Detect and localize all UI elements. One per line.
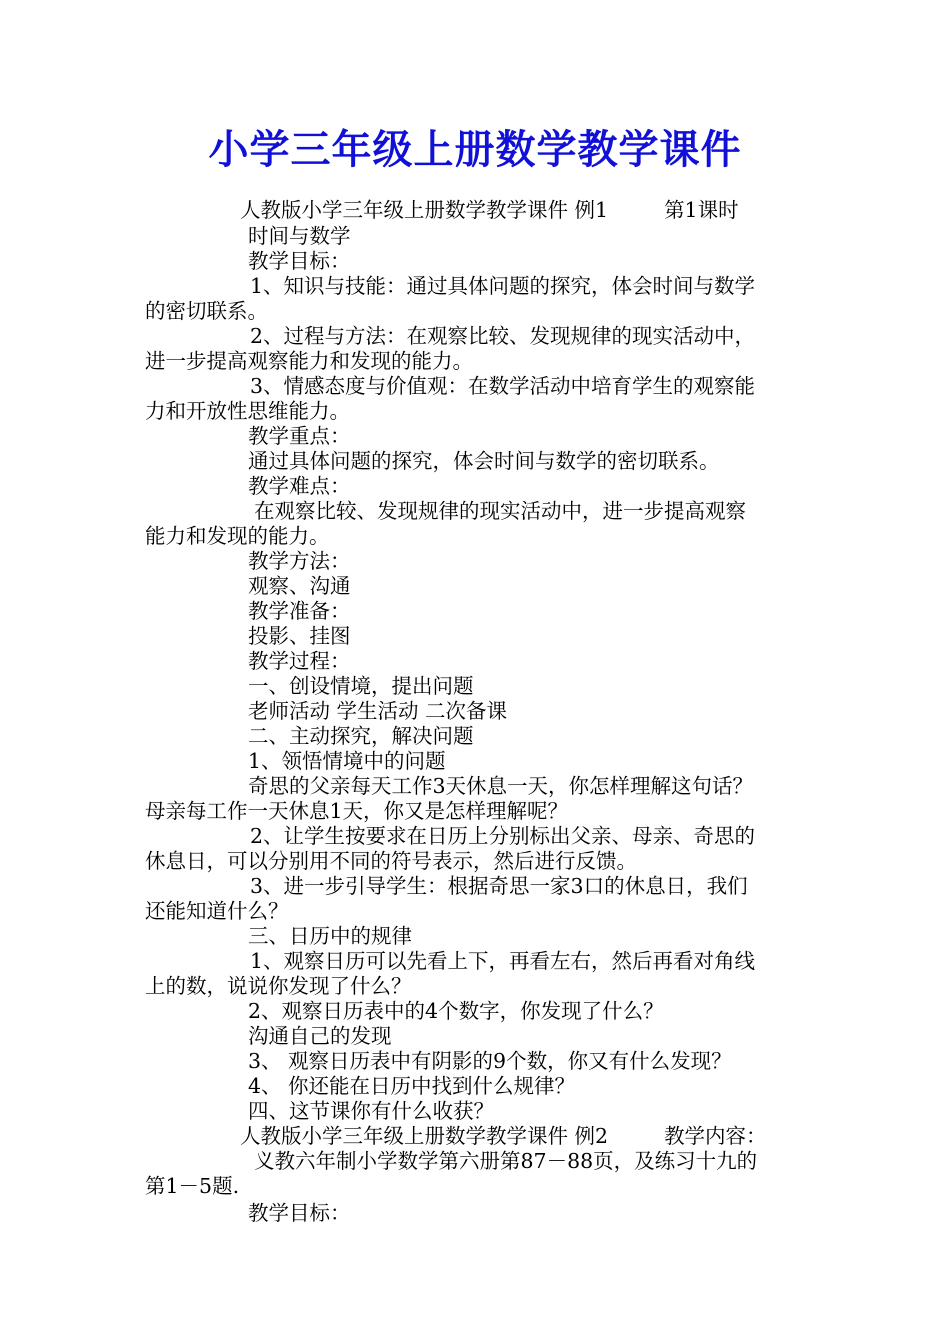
text-line: 进一步提高观察能力和发现的能力。 [145,349,473,373]
text-line: 2、过程与方法：在观察比较、发现规律的现实活动中， [250,324,756,348]
text-line: 4、 你还能在日历中找到什么规律？ [248,1074,576,1098]
text-line: 母亲每工作一天休息1天，你又是怎样理解呢？ [145,799,569,823]
text-line: 二、主动探究，解决问题 [248,724,474,748]
text-line: 一、创设情境，提出问题 [248,674,474,698]
text-line: 还能知道什么？ [145,899,289,923]
text-line: 观察、沟通 [248,574,351,598]
text-line: 力和开放性思维能力。 [145,399,350,423]
text-line: 能力和发现的能力。 [145,524,330,548]
text-line: 2、观察日历表中的4个数字，你发现了什么？ [248,999,664,1023]
text-line: 在观察比较、发现规律的现实活动中，进一步提高观察 [254,499,746,523]
text-line-segment: 人教版小学三年级上册数学教学课件 例2 [240,1124,609,1148]
text-line: 时间与数学 [248,224,351,248]
document-title: 小学三年级上册数学教学课件 [208,127,742,173]
text-line: 教学难点： [248,474,351,498]
text-line: 2、让学生按要求在日历上分别标出父亲、母亲、奇思的 [250,824,756,848]
text-line: 四、这节课你有什么收获？ [248,1099,494,1123]
text-line: 1、知识与技能：通过具体问题的探究，体会时间与数学 [250,274,756,298]
text-line: 3、进一步引导学生：根据奇思一家3口的休息日，我们 [250,874,748,898]
text-line-segment: 人教版小学三年级上册数学教学课件 例1 [240,198,609,222]
text-line: 1、观察日历可以先看上下，再看左右，然后再看对角线 [250,949,756,973]
text-line: 1、领悟情境中的问题 [248,749,446,773]
text-line: 义教六年制小学数学第六册第87－88页，及练习十九的 [254,1149,758,1173]
text-line: 教学准备： [248,599,351,623]
text-line: 3、情感态度与价值观：在数学活动中培育学生的观察能 [250,374,756,398]
text-line-segment: 教学内容： [664,1124,767,1148]
text-line-segment: 第1课时 [664,198,739,222]
text-line: 教学目标： [248,249,351,273]
text-line: 的密切联系。 [145,299,268,323]
text-line: 上的数，说说你发现了什么？ [145,974,412,998]
text-line [240,1124,767,1149]
text-line: 奇思的父亲每天工作3天休息一天，你怎样理解这句话？ [248,774,754,798]
text-line: 三、日历中的规律 [248,924,412,948]
text-line: 教学目标： [248,1201,351,1225]
text-line: 沟通自己的发现 [248,1024,392,1048]
text-line [240,198,739,223]
text-line: 教学过程： [248,649,351,673]
text-line: 休息日，可以分别用不同的符号表示，然后进行反馈。 [145,849,637,873]
text-line: 通过具体问题的探究，体会时间与数学的密切联系。 [248,449,720,473]
text-line: 教学方法： [248,549,351,573]
text-line: 第1－5题. [145,1174,240,1198]
text-line: 3、 观察日历表中有阴影的9个数，你又有什么发现？ [248,1049,732,1073]
text-line: 老师活动 学生活动 二次备课 [248,699,508,723]
text-line: 投影、挂图 [248,624,351,648]
text-line: 教学重点： [248,424,351,448]
